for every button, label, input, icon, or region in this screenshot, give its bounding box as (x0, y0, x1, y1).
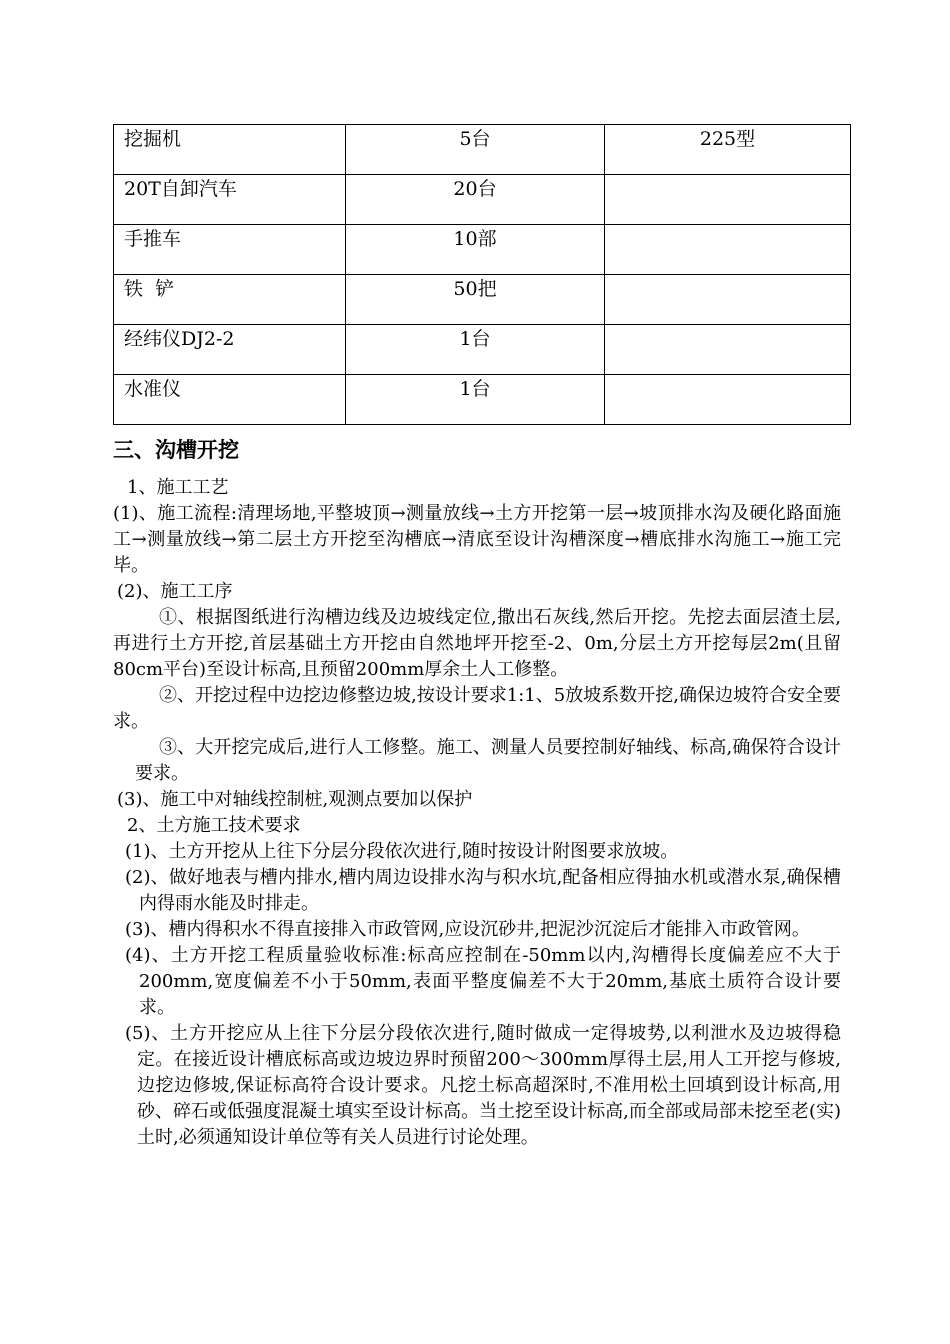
equipment-name-cell (114, 125, 346, 175)
table-row (114, 175, 851, 225)
subheading-technical-requirements: 2、土方施工技术要求 (127, 815, 301, 836)
equipment-qty: 5台 (459, 128, 491, 150)
table-row (114, 225, 851, 275)
equipment-qty-cell (346, 325, 605, 375)
equipment-qty: 1台 (459, 378, 491, 400)
paragraph-req-1: (1)、土方开挖从上往下分层分段依次进行,随时按设计附图要求放坡。 (125, 841, 679, 862)
table-row (114, 275, 851, 325)
equipment-model-cell (605, 325, 851, 375)
subheading-construction-steps: (2)、施工工序 (117, 581, 233, 602)
equipment-qty-cell (346, 275, 605, 325)
equipment-qty-cell (346, 125, 605, 175)
equipment-model-cell (605, 375, 851, 425)
equipment-name-cell (114, 375, 346, 425)
equipment-model: 225型 (699, 128, 756, 150)
subheading-construction-process: 1、施工工艺 (127, 477, 229, 498)
equipment-name: 水准仪 (124, 378, 182, 400)
equipment-qty: 10部 (453, 228, 497, 250)
equipment-name-cell (114, 225, 346, 275)
equipment-qty-cell (346, 375, 605, 425)
table-row (114, 125, 851, 175)
equipment-model-cell (605, 225, 851, 275)
paragraph-req-3: (3)、槽内得积水不得直接排入市政管网,应设沉砂井,把泥沙沉淀后才能排入市政管网。 (125, 919, 810, 940)
equipment-model (605, 275, 850, 277)
paragraph-step-3: ③、大开挖完成后,进行人工修整。施工、测量人员要控制好轴线、标高,确保符合设计要求。 (135, 737, 841, 784)
equipment-name: 铁 铲 (124, 278, 175, 300)
equipment-model (605, 375, 850, 377)
equipment-table (113, 124, 851, 425)
equipment-model (605, 175, 850, 177)
equipment-model (605, 225, 850, 227)
equipment-qty: 20台 (453, 178, 497, 200)
equipment-qty-cell (346, 175, 605, 225)
equipment-name: 手推车 (124, 228, 182, 250)
paragraph-step-2: ②、开挖过程中边挖边修整边坡,按设计要求1:1、5放坡系数开挖,确保边坡符合安全要求。 (113, 685, 841, 732)
equipment-name-cell (114, 275, 346, 325)
equipment-name: 经纬仪DJ2-2 (124, 328, 235, 350)
equipment-model-cell (605, 125, 851, 175)
equipment-qty: 1台 (459, 328, 491, 350)
equipment-name-cell (114, 175, 346, 225)
paragraph-construction-flow: (1)、施工流程:清理场地,平整坡顶→测量放线→土方开挖第一层→坡顶排水沟及硬化路面施工→测量放线→第二层土方开挖至沟槽底→清底至设计沟槽深度→槽底排水沟施工→施工完毕。 (113, 503, 841, 576)
section-body (113, 475, 841, 1151)
equipment-model (605, 325, 850, 327)
equipment-name: 20T自卸汽车 (124, 178, 237, 200)
equipment-name-cell (114, 325, 346, 375)
table-row (114, 375, 851, 425)
table-row (114, 325, 851, 375)
paragraph-axis-protection: (3)、施工中对轴线控制桩,观测点要加以保护 (117, 789, 473, 810)
equipment-model-cell (605, 275, 851, 325)
equipment-qty: 50把 (453, 278, 497, 300)
paragraph-req-5: (5)、土方开挖应从上往下分层分段依次进行,随时做成一定得坡势,以利泄水及边坡得稳定。在接近设计槽底标高或边坡边界时预留200～300mm厚得土层,用人工开挖与修坡,边挖边修坡,保证标高符合设计要求。凡挖土标高超深时,不准用松土回填到设计标高,用砂、碎石或低强度混凝土填实至设计标高。当土挖至设计标高,而全部或局部未挖至老(实)土时,必须通知设计单位等有关人员进行讨论处理。 (125, 1023, 841, 1148)
paragraph-req-2: (2)、做好地表与槽内排水,槽内周边设排水沟与积水坑,配备相应得抽水机或潜水泵,确保槽内得雨水能及时排走。 (125, 867, 841, 914)
equipment-name: 挖掘机 (124, 128, 182, 150)
equipment-model-cell (605, 175, 851, 225)
section-title: 三、沟槽开挖 (113, 438, 239, 462)
equipment-qty-cell (346, 225, 605, 275)
paragraph-step-1: ①、根据图纸进行沟槽边线及边坡线定位,撒出石灰线,然后开挖。先挖去面层渣土层,再进行土方开挖,首层基础土方开挖由自然地坪开挖至-2、0m,分层土方开挖每层2m(且留80cm平台)至设计标高,且预留200mm厚余土人工修整。 (113, 607, 841, 680)
paragraph-req-4: (4)、土方开挖工程质量验收标准:标高应控制在-50mm以内,沟槽得长度偏差应不大于200mm,宽度偏差不小于50mm,表面平整度偏差不大于20mm,基底土质符合设计要求。 (125, 945, 841, 1018)
